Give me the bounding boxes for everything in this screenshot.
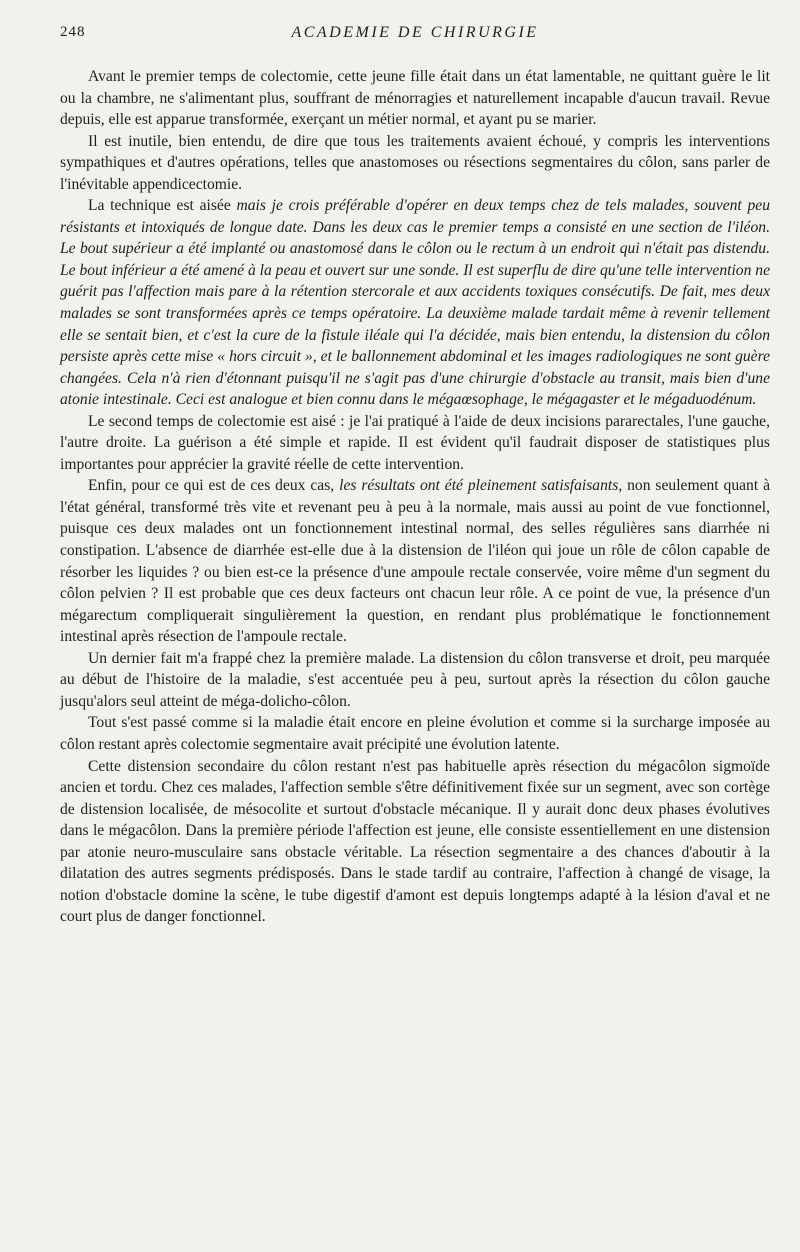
paragraph: Cette distension secondaire du côlon restant n'est pas habituelle après résection du mégacôlon sigmoïde ancien et tordu. Chez ces malades, l'affection semble s'être définitivement fixée sur un segment, avec son cortège de distension localisée, de mésocolite et surtout d'obstacle mécanique. Il y aurait donc deux phases évolutives dans le mégacôlon. Dans la première période l'affection est jeune, elle consiste essentiellement en une distension par atonie neuro-musculaire sans obstacle véritable. La résection segmentaire a des chances d'aboutir à la dilatation des autres segments prédisposés. Dans le stade tardif au contraire, l'affection à changé de visage, la notion d'obstacle domine la scène, le tube digestif d'amont est depuis longtemps adapté à la lésion d'aval et ne court plus de danger fonctionnel.	[60, 757, 770, 926]
running-title: ACADEMIE DE CHIRURGIE	[291, 24, 539, 41]
paragraph: Il est inutile, bien entendu, de dire que tous les traitements avaient échoué, y compris les interventions sympathiques et d'autres opérations, telles que anastomoses ou résections segmentaires du côlon, sans parler de l'inévitable appendicectomie.	[60, 132, 770, 193]
paragraph: Un dernier fait m'a frappé chez la première malade. La distension du côlon transverse et droit, peu marquée au début de l'histoire de la maladie, s'est accentuée peu à peu, surtout après la résection du côlon gauche jusqu'alors seul atteint de méga-dolicho-côlon.	[60, 649, 770, 710]
article-body	[60, 66, 770, 928]
paragraph: Enfin, pour ce qui est de ces deux cas, les résultats ont été pleinement satisfaisants, non seulement quant à l'état général, transformé très vite et revenant peu à peu à la normale, mais aussi au point de vue fonctionnel, puisque ces deux malades ont un fonctionnement intestinal normal, des selles régulières sans diarrhée ni constipation. L'absence de diarrhée est-elle due à la distension de l'iléon qui joue un rôle de côlon capable de résorber les liquides ? ou bien est-ce la présence d'une ampoule rectale conservée, voire même d'un segment du côlon pelvien ? Il est probable que ces deux facteurs ont chacun leur rôle. A ce point de vue, la présence d'un mégarectum compliquerait singulièrement la question, en rendant plus problématique le fonctionnement intestinal après résection de l'ampoule rectale.	[60, 477, 771, 646]
paragraph: Avant le premier temps de colectomie, cette jeune fille était dans un état lamentable, ne quittant guère le lit ou la chambre, ne s'alimentant plus, souffrant de ménorragies et naturellement incapable d'aucun travail. Revue depuis, elle est apparue transformée, exerçant un métier normal, et ayant pu se marier.	[60, 68, 770, 129]
italic-emphasis: les résultats ont été pleinement satisfaisants	[339, 477, 619, 495]
paragraph: La technique est aisée mais je crois préférable d'opérer en deux temps chez de tels malades, souvent peu résistants et intoxiqués de longue date. Dans les deux cas le premier temps a consisté en une section de l'iléon. Le bout supérieur a été implanté ou anastomosé dans le côlon ou le rectum à un endroit qui n'était pas distendu. Le bout inférieur a été amené à la peau et ouvert sur une sonde. Il est superflu de dire qu'une telle intervention ne guérit pas l'affection mais pare à la rétention stercorale et aux accidents toxiques consécutifs. De fait, mes deux malades se sont transformées après ce temps opératoire. La deuxième malade tardait même à revenir tellement elle se sentait bien, et c'est la cure de la fistule iléale qui l'a décidée, mais bien entendu, la distension du côlon persiste après cette mise « hors circuit », et le ballonnement abdominal et les images radiologiques ne sont guère changées. Cela n'à rien d'étonnant puisqu'il ne s'agit pas d'une chirurgie d'obstacle au transit, mais bien d'une atonie intestinale. Ceci est analogue et bien connu dans le mégaœsophage, le mégagaster et le mégaduodénum.	[60, 197, 771, 409]
page-number: 248	[60, 24, 86, 40]
italic-emphasis: mais je crois préférable d'opérer en deux temps chez de tels malades, souvent peu résistants et intoxiqués de longue date. Dans les deux cas le premier temps a consisté en une section de l'iléon. Le bout supérieur a été implanté ou anastomosé dans le côlon ou le rectum à un endroit qui n'était pas distendu. Le bout inférieur a été amené à la peau et ouvert sur une sonde. Il est superflu de dire qu'une telle intervention ne guérit pas l'affection mais pare à la rétention stercorale et aux accidents toxiques consécutifs. De fait, mes deux malades se sont transformées après ce temps opératoire. La deuxième malade tardait même à revenir tellement elle se sentait bien, et c'est la cure de la fistule iléale qui l'a décidée, mais bien entendu, la distension du côlon persiste après cette mise « hors circuit », et le ballonnement abdominal et les images radiologiques ne sont guère changées. Cela n'à rien d'étonnant puisqu'il ne s'agit pas d'une chirurgie d'obstacle au transit, mais bien d'une atonie intestinale. Ceci est analogue et bien connu dans le mégaœsophage, le mégagaster et le mégaduodénum.	[60, 197, 771, 409]
paragraph: Tout s'est passé comme si la maladie était encore en pleine évolution et comme si la surcharge imposée au côlon restant après colectomie segmentaire avait précipité une évolution latente.	[60, 714, 770, 753]
paragraph: Le second temps de colectomie est aisé : je l'ai pratiqué à l'aide de deux incisions pararectales, l'une gauche, l'autre droite. La guérison a été simple et rapide. Il est évident qu'il faudrait disposer de statistiques plus importantes pour apprécier la gravité réelle de cette intervention.	[60, 412, 770, 473]
page-header	[60, 22, 770, 48]
